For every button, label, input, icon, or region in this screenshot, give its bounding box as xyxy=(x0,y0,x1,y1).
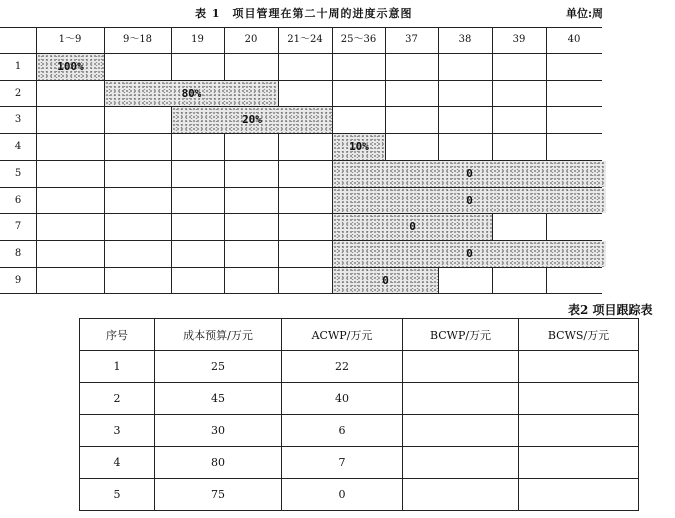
table-cell xyxy=(519,415,639,447)
table-row xyxy=(80,383,639,415)
table-cell: 80 xyxy=(155,447,282,479)
grid-line xyxy=(278,27,279,294)
table-row xyxy=(80,447,639,479)
week-column-header: 1～9 xyxy=(58,34,82,45)
week-column-header: 9～18 xyxy=(122,34,153,45)
table-cell xyxy=(403,447,519,479)
week-column-header: 37 xyxy=(405,34,418,45)
header-cell: ACWP/万元 xyxy=(282,319,403,351)
table-cell: 3 xyxy=(80,415,155,447)
task-row-number: 2 xyxy=(14,88,22,99)
table-cell xyxy=(403,383,519,415)
grid-line xyxy=(104,27,105,294)
table-header-row xyxy=(80,319,639,351)
table-cell xyxy=(519,447,639,479)
table-cell xyxy=(519,383,639,415)
task-progress-label: 0 xyxy=(466,167,473,180)
task-row-number: 8 xyxy=(14,248,22,259)
table-row xyxy=(80,479,639,511)
task-progress-label: 100% xyxy=(57,60,84,73)
table-cell: 5 xyxy=(80,479,155,511)
task-progress-label: 0 xyxy=(466,247,473,260)
table2-title: 表2 项目跟踪表 xyxy=(568,303,653,317)
table-cell xyxy=(403,415,519,447)
header-cell: 成本预算/万元 xyxy=(155,319,282,351)
week-column-header: 19 xyxy=(191,34,204,45)
table-cell xyxy=(403,351,519,383)
task-row-number: 1 xyxy=(14,61,22,72)
task-row-number: 4 xyxy=(14,141,22,152)
table-cell xyxy=(403,479,519,511)
week-column-header: 20 xyxy=(244,34,258,45)
table-cell: 45 xyxy=(155,383,282,415)
grid-line xyxy=(0,267,602,268)
week-column-header: 21～24 xyxy=(287,34,323,45)
table-row xyxy=(80,415,639,447)
grid-line xyxy=(171,27,172,294)
task-progress-label: 0 xyxy=(382,274,389,287)
table-cell: 2 xyxy=(80,383,155,415)
table-cell: 1 xyxy=(80,351,155,383)
week-column-header: 25～36 xyxy=(340,34,377,45)
task-row-number: 5 xyxy=(14,168,22,179)
grid-line xyxy=(0,213,602,214)
week-column-header: 39 xyxy=(512,34,526,45)
table-cell: 30 xyxy=(155,415,282,447)
table1-unit-label: 单位:周 xyxy=(566,7,604,20)
task-row-number: 3 xyxy=(14,114,22,125)
table-cell: 0 xyxy=(282,479,403,511)
grid-line xyxy=(0,133,602,134)
grid-line xyxy=(224,27,225,294)
task-progress-label: 20% xyxy=(242,113,262,126)
table-cell: 6 xyxy=(282,415,403,447)
header-cell: BCWS/万元 xyxy=(519,319,639,351)
task-row-number: 6 xyxy=(14,195,22,206)
progress-gantt-table xyxy=(0,27,606,294)
task-progress-label: 80% xyxy=(181,87,202,100)
header-cell: BCWP/万元 xyxy=(403,319,519,351)
table-cell xyxy=(519,479,639,511)
table-cell: 4 xyxy=(80,447,155,479)
table1-title: 表 1 项目管理在第二十周的进度示意图 xyxy=(195,7,413,20)
task-progress-label: 10% xyxy=(349,140,369,153)
task-row-number: 9 xyxy=(14,275,22,286)
week-column-header: 40 xyxy=(567,34,581,45)
table-cell: 7 xyxy=(282,447,403,479)
table-row xyxy=(80,351,639,383)
header-cell: 序号 xyxy=(80,319,155,351)
table-cell: 75 xyxy=(155,479,282,511)
grid-line xyxy=(0,80,602,81)
grid-line xyxy=(0,293,602,294)
project-tracking-table xyxy=(79,318,639,511)
table-cell: 40 xyxy=(282,383,403,415)
task-progress-label: 0 xyxy=(409,220,416,233)
table-cell: 25 xyxy=(155,351,282,383)
task-progress-label: 0 xyxy=(466,194,473,207)
week-column-header: 38 xyxy=(458,34,472,45)
table-cell xyxy=(519,351,639,383)
table-cell: 22 xyxy=(282,351,403,383)
task-row-number: 7 xyxy=(14,221,22,232)
